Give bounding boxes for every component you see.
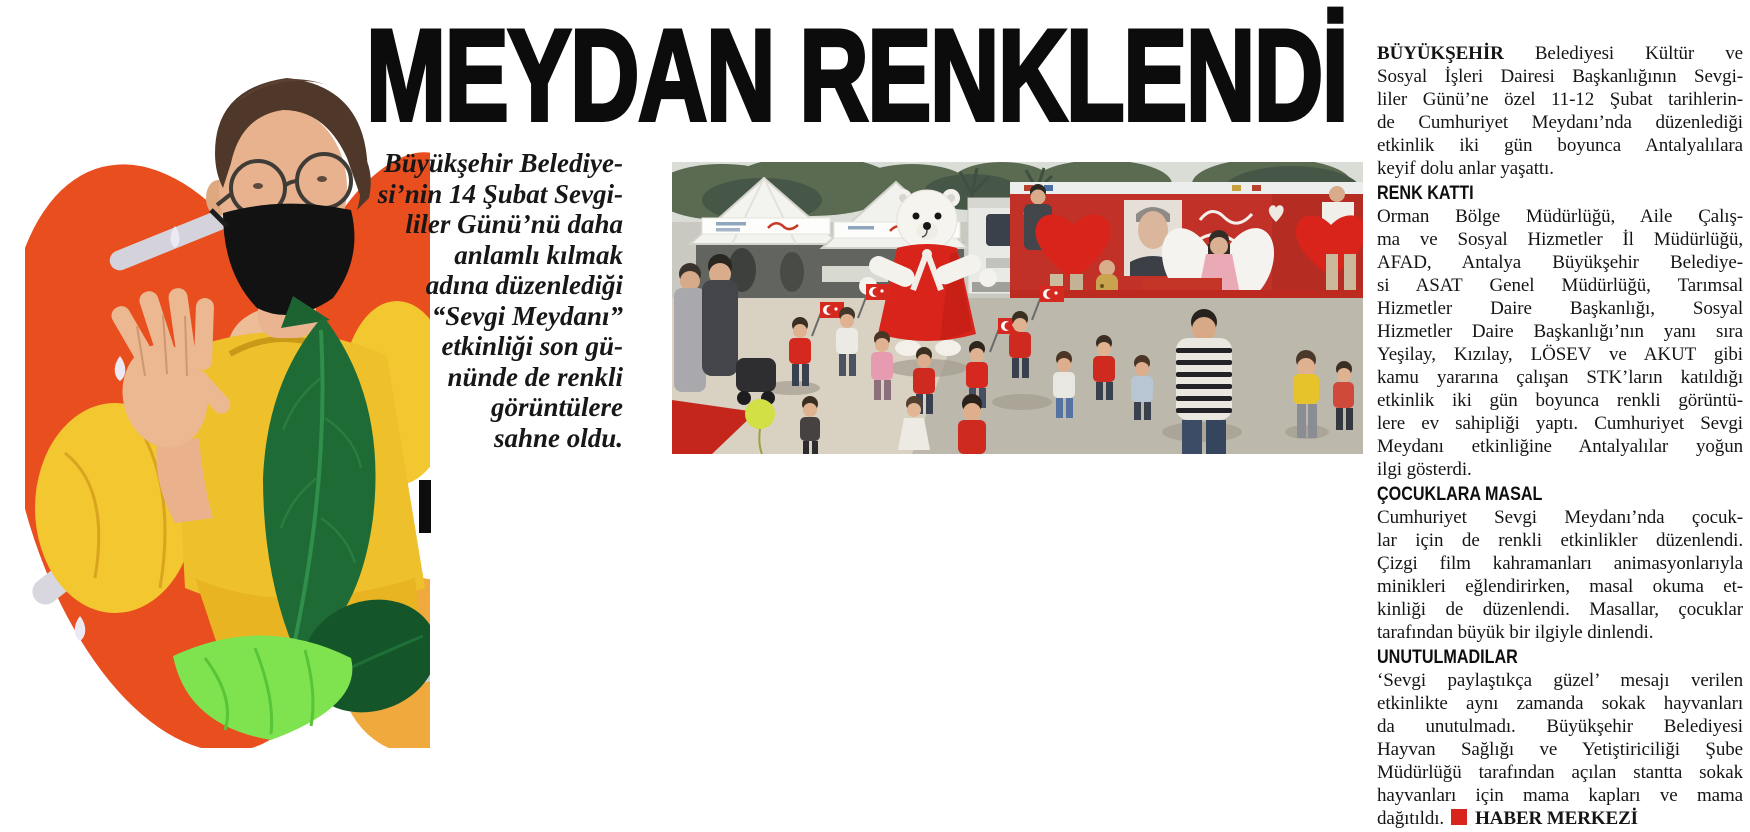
text-line: Yeşilay, Kızılay, LÖSEV ve AKUT gibi [1377, 344, 1743, 365]
section-lines [1377, 669, 1743, 807]
text-line: Sosyal İşleri Dairesi Başkanlığının Sevgi- [1377, 66, 1743, 87]
sign-off-byline: HABER MERKEZİ [1475, 808, 1638, 829]
text-line: Müdürlüğü tarafından açılan stantta sokak [1377, 762, 1743, 783]
text-line: lar için de renkli etkinlikler düzenlendi. [1377, 530, 1743, 551]
section-lines [1377, 205, 1743, 481]
lead-first-line-rest: Belediyesi Kültür ve [1503, 43, 1743, 64]
event-photo [672, 162, 1363, 454]
headline [366, 2, 1366, 150]
text-line: lere ev sahipliği yaptı. Cumhuriyet Sevgi [1377, 413, 1743, 434]
text-line: Cumhuriyet Sevgi Meydanı’nda çocuk- [1377, 507, 1743, 528]
text-line: anlamlı kılmak [454, 239, 623, 270]
text-line: etkinlikte aynı zamanda sokak hayvanları [1377, 693, 1743, 714]
text-line: AFAD, Antalya Büyükşehir Belediye- [1377, 252, 1743, 273]
intro-paragraph [358, 148, 623, 448]
text-line: da unutulmadı. Büyükşehir Belediyesi [1377, 716, 1743, 737]
text-line: Hizmetler Daire Başkanlığı’nın yanı sıra [1377, 321, 1743, 342]
section-renk-katti [1377, 205, 1743, 481]
section-lines [1377, 506, 1743, 644]
text-line: etkinliği son gü- [441, 331, 623, 361]
subhead-renk-katti: RENK KATTI [1377, 183, 1474, 204]
text-line: Hizmetler Daire Başkanlığı, Sosyal [1377, 298, 1743, 319]
text-line: Çizgi film kahramanları animasyonlarıyla [1377, 553, 1743, 574]
text-line: hayvanları için mama kapları ve mama [1377, 785, 1743, 806]
text-line: si’nin 14 Şubat Sevgi- [377, 178, 623, 209]
headline-text: MEYDAN RENKLENDİ [366, 2, 1348, 148]
text-line: tarafından büyük bir ilgiyle dinlendi. [1377, 622, 1654, 643]
text-line: Hayvan Sağlığı ve Yetiştiriciliği Şube [1377, 739, 1743, 760]
boy-red-shirt [958, 394, 986, 454]
subhead-cocuklara-masal: ÇOCUKLARA MASAL [1377, 484, 1543, 505]
text-line: kamu yararına çalışan STK’ların katıldığı [1377, 367, 1743, 388]
lead-lines [1377, 65, 1743, 180]
text-line: Büyükşehir Belediye- [383, 148, 623, 178]
sign-off-line [1377, 807, 1743, 830]
article-column [1377, 42, 1743, 830]
text-line: Meydanı etkinliğine Antalyalılar yoğun [1377, 436, 1743, 457]
text-line: de Cumhuriyet Meydanı’nda düzenlediği [1377, 112, 1743, 133]
clipping-artifact [419, 480, 431, 533]
text-line: keyif dolu anlar yaşattı. [1377, 158, 1554, 179]
subhead-unutulmadilar: UNUTULMADILAR [1377, 647, 1518, 668]
text-line: ma ve Sosyal Hizmetler İl Müdürlüğü, [1377, 229, 1743, 250]
text-line: görüntülere [490, 392, 623, 422]
text-line: si ASAT Genel Müdürlüğü, Tarımsal [1377, 275, 1743, 296]
text-line: kinliği de düzenlendi. Masallar, çocuklar [1377, 599, 1743, 620]
lead-paragraph [1377, 42, 1743, 180]
red-square-bullet [1451, 809, 1467, 825]
text-line: ilgi gösterdi. [1377, 459, 1472, 480]
section-unutulmadilar [1377, 669, 1743, 830]
text-line: nünde de renkli [447, 361, 623, 392]
text-line: sahne oldu. [493, 422, 623, 448]
text-line: “Sevgi Meydanı” [431, 300, 623, 331]
text-line: Orman Bölge Müdürlüğü, Aile Çalış- [1377, 206, 1743, 227]
lead-bold-word: BÜYÜKŞEHİR [1377, 43, 1504, 64]
text-line: adına düzenlediği [425, 270, 623, 300]
text-line: ‘Sevgi paylaştıkça güzel’ mesajı verilen [1377, 670, 1743, 691]
text-line: minikleri eğlendirirken, masal okuma et- [1377, 576, 1743, 597]
text-line: liler Günü’ne özel 11-12 Şubat tarihlerin- [1377, 89, 1743, 110]
section-cocuklara-masal [1377, 506, 1743, 644]
sign-off-prefix: dağıtıldı. [1377, 808, 1445, 829]
lead-first-line [1377, 42, 1743, 65]
text-line: liler Günü’nü daha [405, 209, 623, 239]
text-line: etkinlik iki gün boyunca renkli görüntü- [1377, 390, 1743, 411]
text-line: etkinlik iki gün boyunca Antalyalılara [1377, 135, 1743, 156]
